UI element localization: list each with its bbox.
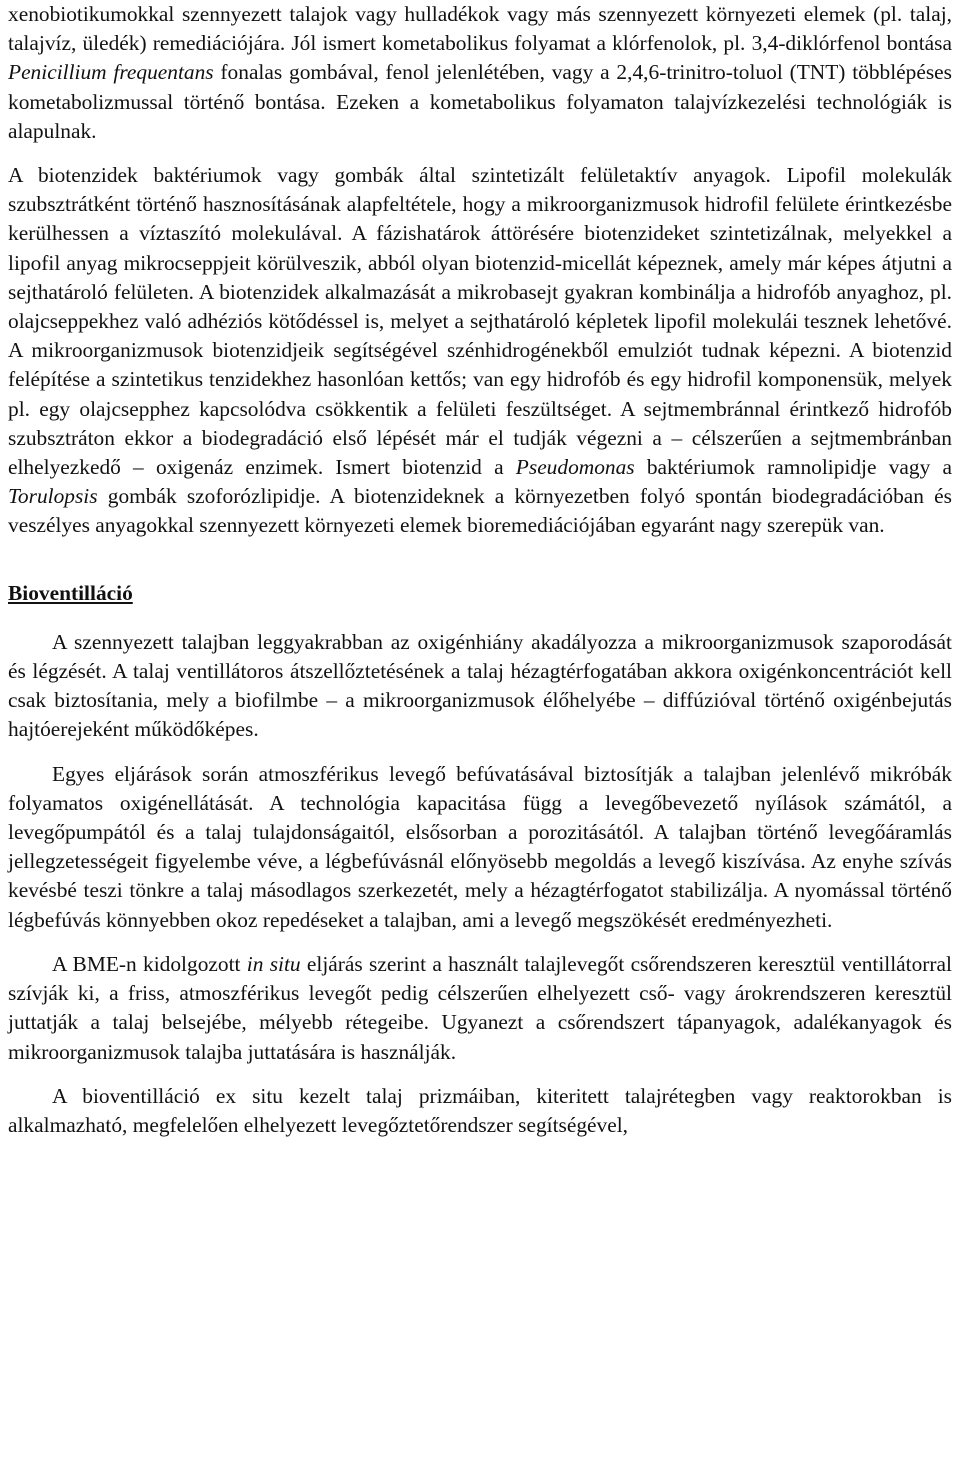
- text-run: baktériumok ramnolipidje vagy a: [634, 455, 952, 480]
- text-run: A BME-n kidolgozott: [52, 951, 247, 976]
- section-heading: Bioventilláció: [8, 580, 133, 605]
- italic-text-run: in situ: [246, 951, 301, 976]
- paragraph: [8, 1082, 952, 1140]
- text-run: Egyes eljárások során atmoszférikus levegő befúvatásával biztosítják a talajban jelenlévő mikróbák folyamatos oxigénellátását. A technológia kapacitása függ a levegőbevezető nyílások számától, a levegőpumpától és a talaj tulajdonságaitól, elsősorban a porozitásától. A talajban történő levegőáramlás jellegzetességeit figyelembe véve, a légbefúvásnál előnyösebb megoldás a levegő kiszívása. Az enyhe szívás kevésbé teszi tönkre a talaj másodlagos szerkezetét, mely a hézagtérfogatot stabilizálja. A nyomással történő légbefúvás könnyebben okoz repedéseket a talajban, ami a levegő megszökését eredményezheti.: [8, 761, 952, 932]
- italic-text-run: Penicillium frequentans: [8, 60, 214, 85]
- document-page: [8, 0, 952, 1140]
- italic-text-run: Pseudomonas: [515, 455, 635, 480]
- text-run: eljárás szerint a használt talajlevegőt csőrendszeren keresztül ventillátorral szívják ki, a friss, atmoszférikus levegőt pedig célszerűen elhelyezett cső- vagy árokrendszeren keresztül juttatják a talaj belsejébe, mélyebb rétegeibe. Ugyanezt a csőrendszert tápanyagok, adalékanyagok és mikroorganizmusok talajba juttatására is használják.: [8, 951, 952, 1064]
- text-run: A szennyezett talajban leggyakrabban az oxigénhiány akadályozza a mikroorganizmusok szaporodását és légzését. A talaj ventillátoros átszellőztetésének a talaj hézagtérfogatában akkora oxigénkoncentrációt kell csak biztosítania, mely a biofilmbe – a mikroorganizmusok élőhelyébe – diffúzióval történő oxigénbejutás hajtóerejeként működőképes.: [8, 629, 952, 742]
- text-run: gombák szoforózlipidje. A biotenzideknek a környezetben folyó spontán biodegradációban és veszélyes anyagokkal szennyezett környezeti elemek bioremediációjában egyaránt nagy szerepük van.: [8, 484, 952, 538]
- paragraph: [8, 0, 952, 146]
- italic-text-run: Torulopsis: [8, 484, 98, 509]
- paragraph: [8, 161, 952, 541]
- text-run: xenobiotikumokkal szennyezett talajok vagy hulladékok vagy más szennyezett környezeti elemek (pl. talaj, talajvíz, üledék) remediációjára. Jól ismert kometabolikus folyamat a klórfenolok, pl. 3,4-diklórfenol bontása: [8, 2, 952, 56]
- text-run: A bioventilláció ex situ kezelt talaj prizmáiban, kiteritett talajrétegben vagy reaktorokban is alkalmazható, megfelelően elhelyezett levegőztetőrendszer segítségével,: [8, 1083, 952, 1137]
- text-run: A biotenzidek baktériumok vagy gombák által szintetizált felületaktív anyagok. Lipofil molekulák szubsztrátként történő hasznosításának alapfeltétele, hogy a mikroorganizmusok hidrofil felülete érintkezésbe kerülhessen a víztaszító molekulával. A fázishatárok áttörésére biotenzideket szintetizálnak, melyekkel a lipofil anyag mikrocseppjeit körülveszik, abból olyan biotenzid-micellát képeznek, amely már képes átjutni a sejthatároló felületen. A biotenzidek alkalmazását a mikrobasejt gyakran kombinálja a hidrofób anyaghoz, pl. olajcseppekhez való adhéziós kötődéssel is, melyet a sejthatároló képletek lipofil molekulái tesznek lehetővé. A mikroorganizmusok biotenzidjeik segítségével szénhidrogénekből emulziót tudnak képezni. A biotenzid felépítése a szintetikus tenzidekhez hasonlóan kettős; van egy hidrofób és egy hidrofil komponensük, melyek pl. egy olajcsepphez kapcsolódva csökkentik a felületi feszültséget. A sejtmembránnal érintkező hidrofób szubsztráton ekkor a biodegradáció első lépését már el tudják végezni a – célszerűen a sejtmembránban elhelyezkedő – oxigenáz enzimek. Ismert biotenzid a: [8, 163, 952, 480]
- text-run: fonalas gombával, fenol jelenlétében, vagy a 2,4,6-trinitro-toluol (TNT) többlépéses kometabolizmussal történő bontása. Ezeken a kometabolikus folyamaton talajvízkezelési technológiák is alapulnak.: [8, 60, 952, 143]
- paragraph: [8, 628, 952, 745]
- paragraph: [8, 760, 952, 935]
- paragraph: [8, 950, 952, 1067]
